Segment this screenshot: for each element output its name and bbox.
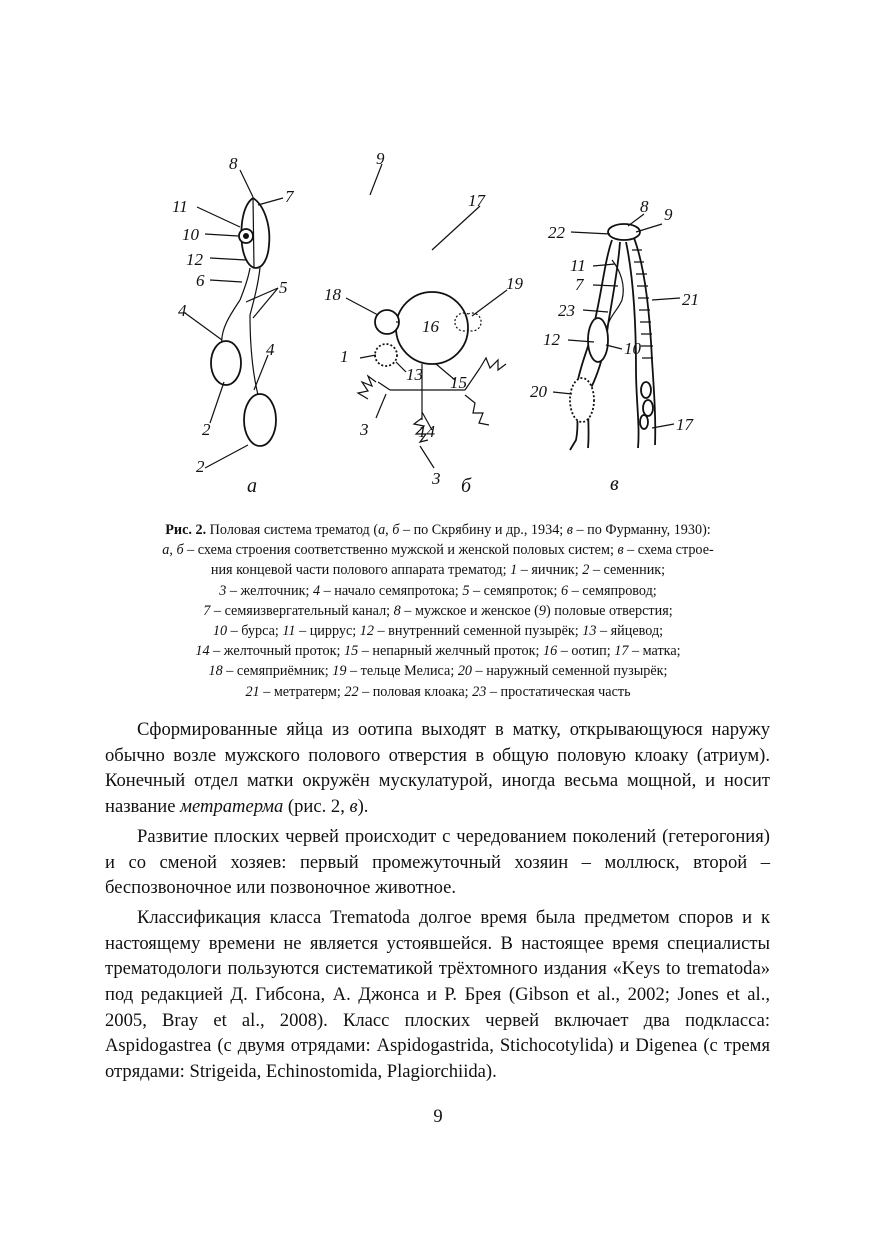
figure-trematode-reproductive-system xyxy=(150,150,710,500)
panel-c-label: 12 xyxy=(543,330,560,349)
caption-line xyxy=(100,641,776,661)
text-run: – матка; xyxy=(628,643,681,660)
text-run: Половая система трематод ( xyxy=(206,522,379,538)
caption-line xyxy=(100,560,776,580)
text-run: 22 xyxy=(344,683,359,700)
text-run: Классификация класса Trematoda долгое время была предметом споров и к настоящему времени не является устоявшейся. В настоящее время специалисты трематодологи пользуются систематикой трёхтомного издания «Keys to trematoda» под редакцией Д. Гибсона, А. Джонса и Р. Брея (Gibson et al., 2002; Jones et al., 2005, Bray et al., 2008). Класс плоских червей включает два подкласса: Aspidogastrea (с двумя отрядами: Aspidogastrida, Stichocotylida) и Digenea (с тремя отрядами: Strigeida, Echinostomida, Plagiorchiida). xyxy=(105,906,770,1083)
panel-a-label: 4 xyxy=(178,301,187,320)
text-run: 5 xyxy=(462,582,470,599)
text-run: а xyxy=(162,542,170,559)
text-run: ). xyxy=(357,796,369,818)
caption-line xyxy=(100,540,776,560)
text-run: – семяпроток; xyxy=(469,582,561,599)
panel-b-label: 3 xyxy=(432,469,441,488)
panel-b-label: 19 xyxy=(506,274,523,293)
text-run: б xyxy=(392,522,400,538)
text-run: – циррус; xyxy=(295,623,360,640)
paragraph xyxy=(105,824,770,901)
caption-line xyxy=(100,581,776,601)
text-run: – непарный желчный проток; xyxy=(358,643,544,660)
text-run: – желточный проток; xyxy=(209,643,345,660)
panel-c-label: 8 xyxy=(640,197,649,216)
panel-a-label: 5 xyxy=(279,278,288,297)
text-run: 2 xyxy=(582,562,590,579)
caption-line xyxy=(100,661,776,681)
paragraph xyxy=(105,717,770,820)
text-run: в xyxy=(566,522,573,538)
text-run: 9 xyxy=(538,602,546,619)
panel-a-label: 8 xyxy=(229,154,238,173)
text-run: – семяприёмник; xyxy=(222,663,333,680)
panel-a-label: 12 xyxy=(186,250,203,269)
panel-b-label: 1 xyxy=(340,347,349,366)
panel-c-label: 20 xyxy=(530,382,547,401)
text-run: – простатическая часть xyxy=(486,683,631,700)
panel-a-label: 10 xyxy=(182,225,199,244)
text-run: 19 xyxy=(332,663,347,680)
panel-a-label: 2 xyxy=(202,420,211,439)
text-run: – внутренний семенной пузырёк; xyxy=(373,623,583,640)
panel-c-label: 17 xyxy=(676,415,693,434)
text-run: – схема строе- xyxy=(623,542,714,559)
text-run: – тельце Мелиса; xyxy=(346,663,458,680)
panel-b-label: 3 xyxy=(360,420,369,439)
text-run: – начало семяпротока; xyxy=(320,582,463,599)
panel-b-title: б xyxy=(461,475,472,497)
text-run: – по Фурманну, 1930): xyxy=(572,522,711,538)
panel-c-label: 10 xyxy=(624,339,641,358)
panel-b-label: 9 xyxy=(376,150,385,168)
panel-b-label: 13 xyxy=(406,365,423,384)
text-run: 4 xyxy=(312,582,321,599)
text-run: 1 xyxy=(510,562,518,579)
panel-c-label: 11 xyxy=(570,256,586,275)
text-run: 15 xyxy=(344,643,359,660)
text-run: 14 xyxy=(195,643,210,660)
figure-drawing xyxy=(150,150,710,500)
panel-a-label: 6 xyxy=(196,271,205,290)
text-run: 21 xyxy=(245,683,260,700)
panel-c-label: 22 xyxy=(548,223,565,242)
panel-b-label: 18 xyxy=(324,285,341,304)
panel-c-label: 23 xyxy=(558,301,575,320)
panel-c-title: в xyxy=(610,473,619,495)
text-run: 16 xyxy=(543,643,558,660)
text-run: 10 xyxy=(212,623,228,640)
caption-line xyxy=(100,601,776,621)
panel-b-label: 17 xyxy=(468,191,485,210)
text-run: Развитие плоских червей происходит с чередованием поколений (гетерогония) и со сменой хозяев: первый промежуточный хозяин – моллюск, второй – беспозвоночное или позвоночное животное. xyxy=(105,825,770,899)
panel-a-label: 7 xyxy=(285,187,294,206)
text-run: 13 xyxy=(582,623,597,640)
text-run: 11 xyxy=(282,623,296,640)
text-run: 20 xyxy=(457,663,472,680)
text-run: – оотип; xyxy=(557,643,615,660)
page-number: 9 xyxy=(433,1106,443,1127)
text-run: – желточник; xyxy=(226,582,313,599)
text-run: 12 xyxy=(359,623,374,640)
text-run: – семенник; xyxy=(589,562,666,579)
text-run: 8 xyxy=(393,602,401,619)
text-run: 6 xyxy=(560,582,569,599)
panel-a-label: 4 xyxy=(266,340,275,359)
text-run: б xyxy=(176,542,184,559)
panel-c-label: 9 xyxy=(664,205,673,224)
text-run: , xyxy=(169,542,177,559)
text-run: 23 xyxy=(472,683,487,700)
text-run: метратерма xyxy=(180,796,284,818)
text-run: – наружный семенной пузырёк; xyxy=(472,663,668,680)
paragraph xyxy=(105,905,770,1085)
text-run: – яичник; xyxy=(517,562,583,579)
text-run: – бурса; xyxy=(227,623,283,640)
body-text xyxy=(105,717,770,1089)
text-run: – семяизвергательный канал; xyxy=(210,602,394,619)
caption-line xyxy=(100,682,776,702)
text-run: – яйцевод; xyxy=(596,623,664,640)
text-run: – схема строения соответственно мужской и женской половых систем; xyxy=(183,542,618,559)
text-run: – семяпровод; xyxy=(568,582,657,599)
panel-b-label: 14 xyxy=(418,422,435,441)
text-run: 18 xyxy=(208,663,223,680)
text-run: Рис. 2. xyxy=(165,522,207,538)
text-run: – половая клоака; xyxy=(358,683,473,700)
panel-a-label: 2 xyxy=(196,457,205,476)
text-run: ) половые отверстия; xyxy=(546,602,673,619)
panel-b-label: 15 xyxy=(450,373,467,392)
panel-c-label: 7 xyxy=(575,275,584,294)
text-run: – метратерм; xyxy=(259,683,345,700)
caption-line xyxy=(100,621,776,641)
panel-a-title: а xyxy=(247,475,257,497)
panel-a-label: 11 xyxy=(172,197,188,216)
text-run: а xyxy=(378,522,386,538)
text-run: 3 xyxy=(219,582,227,599)
text-run: , xyxy=(385,522,393,538)
caption-line xyxy=(100,520,776,540)
text-run: ния концевой части полового аппарата трематод; xyxy=(210,562,511,579)
text-run: – по Скрябину и др., 1934; xyxy=(399,522,567,538)
text-run: 7 xyxy=(203,602,211,619)
panel-b-label: 16 xyxy=(422,317,439,336)
text-run: – мужское и женское ( xyxy=(400,602,539,619)
text-run: 17 xyxy=(614,643,629,660)
text-run: в xyxy=(617,542,624,559)
text-run: (рис. 2, xyxy=(283,796,350,818)
figure-caption xyxy=(100,520,776,702)
text-run: Сформированные яйца из оотипа выходят в матку, открывающуюся наружу обычно возле мужского полового отверстия в общую половую клоаку (атриум). Конечный отдел матки окружён мускулатурой, иногда весьма мощной, и носит название xyxy=(105,719,770,818)
panel-c-label: 21 xyxy=(682,290,699,309)
text-run: в xyxy=(349,796,358,818)
